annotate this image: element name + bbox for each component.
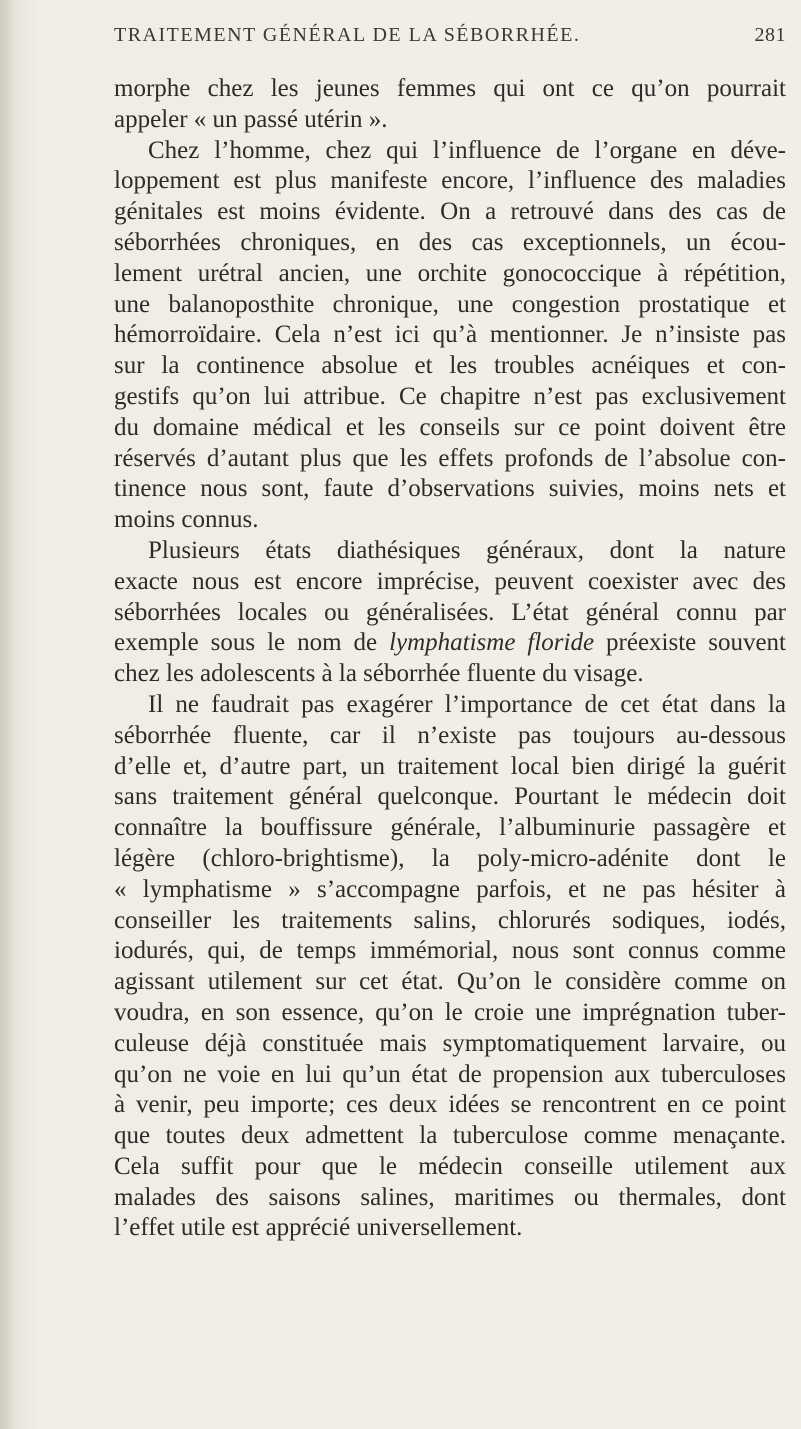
text-line: séborrhées locales ou généralisées. L’état général connu par [114, 598, 786, 626]
paragraph-start-line: Chez l’homme, chez qui l’influence de l’organe en déve- [148, 136, 786, 164]
running-head [114, 24, 786, 54]
text-line: iodurés, qui, de temps immémorial, nous sont connus comme [114, 937, 786, 965]
running-title: TRAITEMENT GÉNÉRAL DE LA SÉBORRHÉE. [114, 24, 581, 46]
text-line: tinence nous sont, faute d’observations suivies, moins nets et [114, 475, 786, 503]
text-line: séborrhées chroniques, en des cas exceptionnels, un écou- [114, 228, 786, 256]
text-line: du domaine médical et les conseils sur ce point doivent être [114, 413, 786, 441]
page-number: 281 [754, 24, 786, 46]
text-line: « lymphatisme » s’accompagne parfois, et ne pas hésiter à [114, 875, 786, 903]
page-gutter-shadow [0, 0, 14, 1429]
paragraph-start-line: Plusieurs états diathésiques généraux, dont la nature [148, 536, 786, 564]
text-segment: préexiste souvent [606, 629, 787, 657]
text-line: qu’on ne voie en lui qu’un état de propension aux tuberculoses [114, 1060, 786, 1088]
text-line: conseiller les traitements salins, chlorurés sodiques, iodés, [114, 906, 786, 934]
text-line: agissant utilement sur cet état. Qu’on le considère comme on [114, 968, 786, 996]
text-line: d’elle et, d’autre part, un traitement local bien dirigé la guérit [114, 752, 786, 780]
body-text [114, 74, 786, 1244]
text-line: légère (chloro-brightisme), la poly-micro-adénite dont le [114, 844, 786, 872]
text-line: culeuse déjà constituée mais symptomatiquement larvaire, ou [114, 1029, 786, 1057]
text-segment: exemple sous le nom de [114, 629, 378, 657]
text-line: exacte nous est encore imprécise, peuvent coexister avec des [114, 567, 786, 595]
text-line-with-italic [114, 628, 786, 659]
text-line: malades des saisons salines, maritimes ou thermales, dont [114, 1183, 786, 1211]
text-line: génitales est moins évidente. On a retrouvé dans des cas de [114, 198, 786, 226]
paragraph-start-line: Il ne faudrait pas exagérer l’importance de cet état dans la [148, 690, 786, 718]
text-line: réservés d’autant plus que les effets profonds de l’absolue con- [114, 444, 786, 472]
text-line: moins connus. [114, 506, 259, 534]
text-line: sur la continence absolue et les troubles acnéiques et con- [114, 352, 786, 380]
text-line: loppement est plus manifeste encore, l’influence des maladies [114, 167, 786, 195]
text-line: Cela suffit pour que le médecin conseille utilement aux [114, 1152, 786, 1180]
text-line: morphe chez les jeunes femmes qui ont ce qu’on pourrait [114, 75, 786, 102]
text-line: à venir, peu importe; ces deux idées se rencontrent en ce point [114, 1091, 786, 1119]
text-line: voudra, en son essence, qu’on le croie une imprégnation tuber- [114, 998, 786, 1026]
text-line: chez les adolescents à la séborrhée fluente du visage. [114, 660, 644, 688]
text-line: gestifs qu’on lui attribue. Ce chapitre n’est pas exclusivement [114, 382, 786, 410]
text-line: connaître la bouffissure générale, l’albuminurie passagère et [114, 814, 786, 842]
italic-term: lymphatisme floride [389, 629, 595, 657]
text-line: l’effet utile est apprécié universellement. [114, 1214, 523, 1242]
text-line: une balanoposthite chronique, une congestion prostatique et [114, 290, 786, 318]
text-line: séborrhée fluente, car il n’existe pas toujours au-dessous [114, 721, 786, 749]
text-line: hémorroïdaire. Cela n’est ici qu’à mentionner. Je n’insiste pas [114, 321, 786, 349]
text-line: lement urétral ancien, une orchite gonococcique à répétition, [114, 259, 786, 287]
text-line: appeler « un passé utérin ». [114, 105, 388, 133]
text-line: sans traitement général quelconque. Pourtant le médecin doit [114, 783, 786, 811]
text-line: que toutes deux admettent la tuberculose comme menaçante. [114, 1122, 786, 1150]
